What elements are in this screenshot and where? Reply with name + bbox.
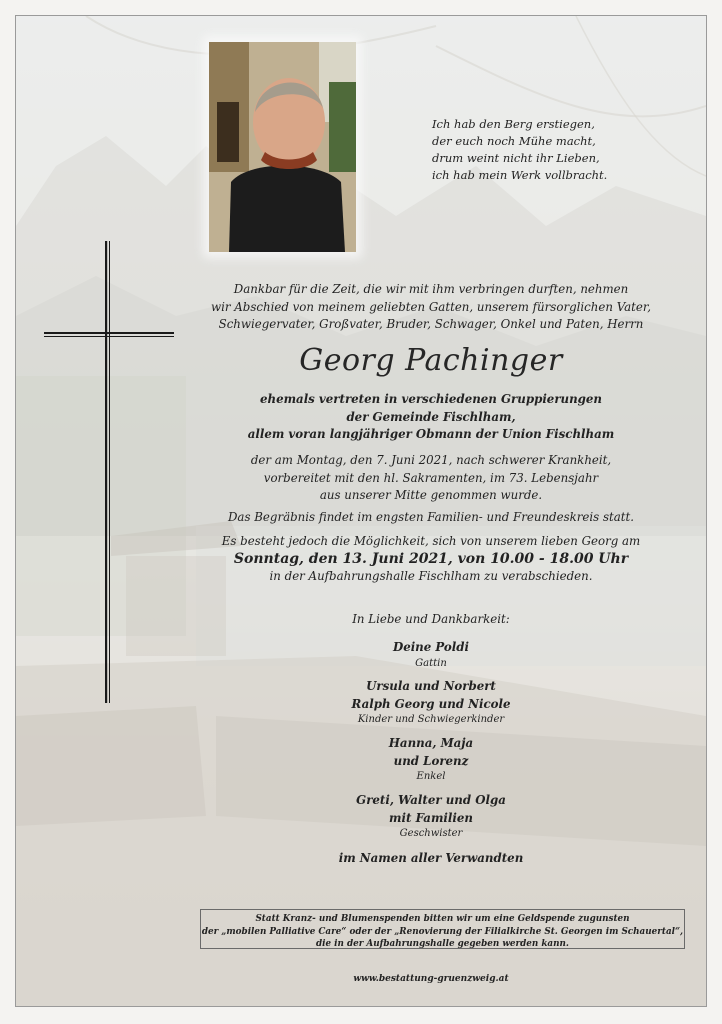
deceased-name: Georg Pachinger bbox=[299, 343, 563, 378]
poem bbox=[432, 116, 642, 184]
mourner-name: Ralph Georg und Nicole bbox=[351, 696, 511, 711]
mourner-name: Greti, Walter und Olga bbox=[356, 793, 506, 807]
poem-line: Ich hab den Berg erstiegen, bbox=[432, 117, 595, 131]
mourner-relation: Gattin bbox=[415, 657, 447, 669]
burial-line: Das Begräbnis findet im engsten Familien- und Freundeskreis statt. bbox=[227, 510, 635, 524]
mourner-group bbox=[186, 678, 676, 727]
website-link[interactable]: www.bestattung-gruenzweig.at bbox=[353, 974, 509, 984]
poem-line: drum weint nicht ihr Lieben, bbox=[432, 151, 600, 165]
portrait-photo bbox=[209, 42, 356, 252]
donation-note-box bbox=[200, 909, 685, 949]
roles-text bbox=[186, 391, 676, 444]
mourner-relation: Enkel bbox=[416, 771, 446, 782]
roles-line: allem voran langjähriger Obmann der Union Fischlham bbox=[247, 427, 615, 441]
mourner-name: Deine Poldi bbox=[392, 640, 470, 654]
love-line-text: In Liebe und Dankbarkeit: bbox=[352, 612, 510, 626]
closing-text bbox=[186, 850, 676, 868]
mourner-name: und Lorenz bbox=[393, 753, 469, 768]
mourner-relation: Geschwister bbox=[399, 828, 463, 839]
farewell-text bbox=[186, 533, 676, 586]
death-text bbox=[186, 452, 676, 505]
intro-line: Schwiegervater, Großvater, Bruder, Schwager, Onkel und Paten, Herrn bbox=[218, 317, 644, 331]
obituary-card bbox=[15, 15, 707, 1007]
poem-line: ich hab mein Werk vollbracht. bbox=[432, 168, 608, 182]
mourner-group bbox=[186, 735, 676, 784]
mourner-group bbox=[186, 639, 676, 671]
mourner-name: Ursula und Norbert bbox=[366, 679, 496, 693]
roles-line: der Gemeinde Fischlham, bbox=[346, 409, 516, 424]
intro-line: Dankbar für die Zeit, die wir mit ihm verbringen durften, nehmen bbox=[233, 282, 629, 296]
love-line bbox=[186, 611, 676, 629]
farewell-date: Sonntag, den 13. Juni 2021, von 10.00 - 18.00 Uhr bbox=[233, 550, 629, 567]
intro-line: wir Abschied von meinem geliebten Gatten, unserem fürsorglichen Vater, bbox=[210, 299, 651, 314]
closing-line: im Namen aller Verwandten bbox=[338, 851, 524, 865]
mourner-group bbox=[186, 792, 676, 841]
mourner-name: mit Familien bbox=[389, 810, 473, 825]
donation-note-line: Statt Kranz- und Blumenspenden bitten wir um eine Geldspende zugunsten bbox=[255, 914, 630, 924]
mourner-name: Hanna, Maja bbox=[388, 736, 474, 750]
intro-text bbox=[186, 281, 676, 334]
cross-icon bbox=[44, 241, 174, 703]
donation-note-line: der „mobilen Palliative Care“ oder der „Renovierung der Filialkirche St. Georgen im Schauertal“, bbox=[201, 926, 684, 937]
donation-note-line: die in der Aufbahrungshalle gegeben werden kann. bbox=[316, 939, 569, 949]
burial-text bbox=[186, 509, 676, 527]
roles-line: ehemals vertreten in verschiedenen Gruppierungen bbox=[259, 392, 603, 406]
farewell-place: in der Aufbahrungshalle Fischlham zu verabschieden. bbox=[269, 569, 593, 583]
death-line: der am Montag, den 7. Juni 2021, nach schwerer Krankheit, bbox=[250, 453, 612, 467]
farewell-intro: Es besteht jedoch die Möglichkeit, sich von unserem lieben Georg am bbox=[221, 534, 641, 548]
poem-line: der euch noch Mühe macht, bbox=[432, 134, 596, 148]
death-line: aus unserer Mitte genommen wurde. bbox=[319, 488, 543, 502]
mourner-relation: Kinder und Schwiegerkinder bbox=[357, 714, 505, 725]
death-line: vorbereitet mit den hl. Sakramenten, im 73. Lebensjahr bbox=[263, 470, 599, 485]
